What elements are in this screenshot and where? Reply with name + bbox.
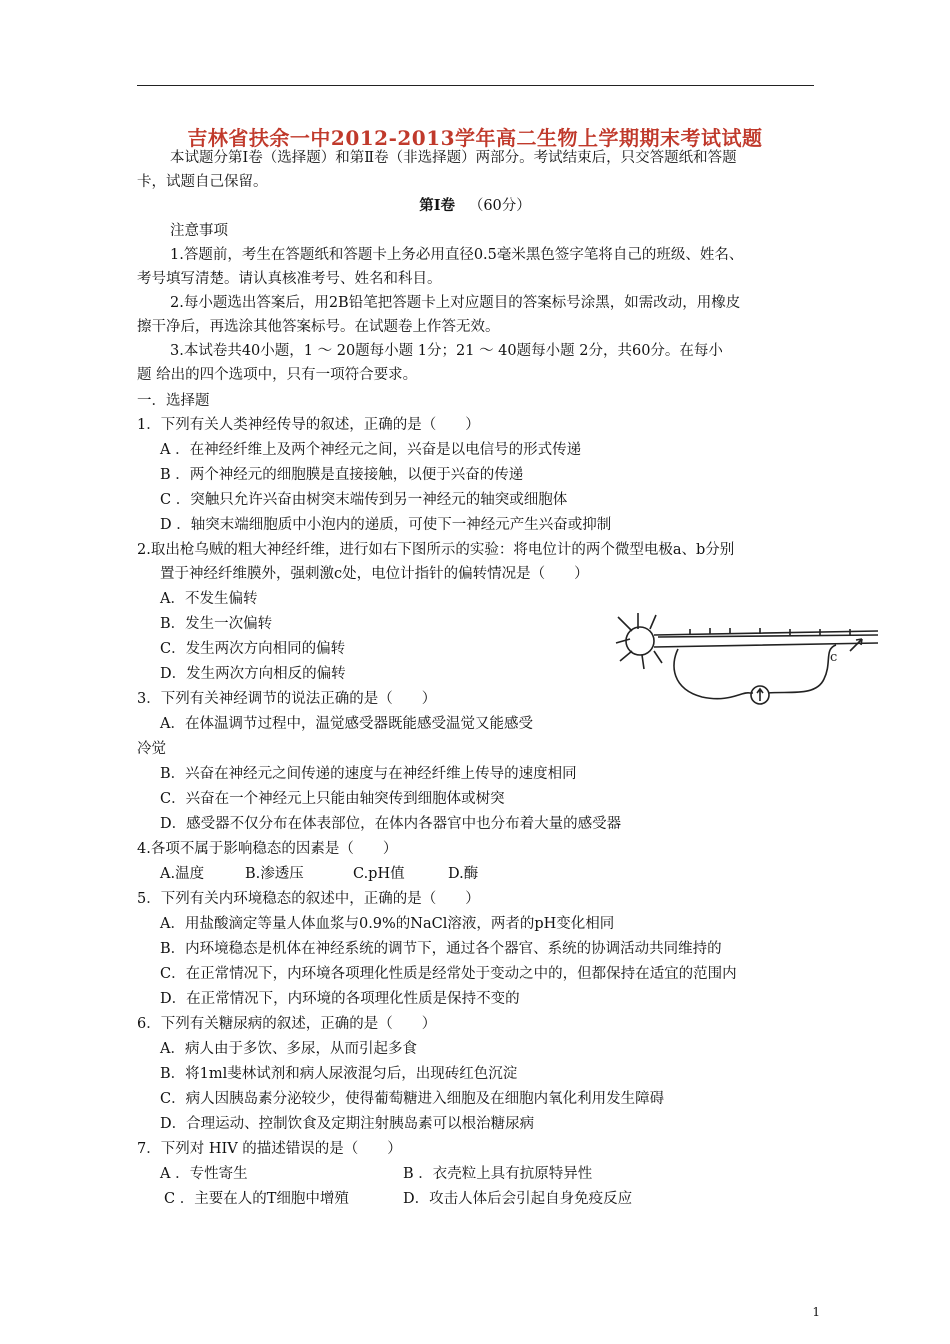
question-option: C．兴奋在一个神经元上只能由轴突传到细胞体或树突: [160, 791, 505, 807]
question-stem: 4.各项不属于影响稳态的因素是（ ）: [137, 841, 398, 857]
question-option: C．在正常情况下，内环境各项理化性质是经常处于变动之中的，但都保持在适宜的范围内: [160, 966, 737, 982]
document-title: 吉林省扶余一中2012-2013学年高二生物上学期期末考试试题: [187, 126, 763, 150]
part-heading: 一．选择题: [137, 393, 210, 409]
question-stem: 5．下列有关内环境稳态的叙述中，正确的是（ ）: [137, 891, 480, 907]
question-option: D.酶: [448, 866, 479, 882]
question-option: B ．衣壳粒上具有抗原特异性: [403, 1166, 593, 1182]
question-option: A ．专性寄生: [160, 1166, 248, 1182]
intro-line: 卡，试题自己保留。: [137, 174, 268, 190]
question-option: B.渗透压: [245, 866, 304, 882]
question-option: C ．突触只允许兴奋由树突末端传到另一神经元的轴突或细胞体: [160, 492, 568, 508]
question-option: D．感受器不仅分布在体表部位，在体内各器官中也分布着大量的感受器: [160, 816, 622, 832]
question-option: B．将1ml斐林试剂和病人尿液混匀后，出现砖红色沉淀: [160, 1066, 518, 1082]
neuron-experiment-figure: [610, 605, 885, 715]
question-option: B．内环境稳态是机体在神经系统的调节下，通过各个器官、系统的协调活动共同维持的: [160, 941, 722, 957]
note-line: 2.每小题选出答案后，用2B铅笔把答题卡上对应题目的答案标号涂黑，如需改动，用橡皮: [170, 295, 741, 311]
question-option: C.pH值: [353, 866, 405, 882]
question-option: A ．在神经纤维上及两个神经元之间，兴奋是以电信号的形式传递: [160, 442, 582, 458]
note-line: 题 给出的四个选项中，只有一项符合要求。: [137, 367, 418, 383]
note-line: 3.本试卷共40小题，1 ～ 20题每小题 1分；21 ～ 40题每小题 2分，共60分。在每小: [170, 343, 723, 359]
note-line: 1.答题前，考生在答题纸和答题卡上务必用直径0.5毫米黑色签字笔将自己的班级、姓名、: [170, 247, 744, 263]
question-option: D．在正常情况下，内环境的各项理化性质是保持不变的: [160, 991, 520, 1007]
question-option: A．病人由于多饮、多尿，从而引起多食: [160, 1041, 417, 1057]
question-stem: 2.取出枪乌贼的粗大神经纤维，进行如右下图所示的实验：将电位计的两个微型电极a、b分别: [137, 542, 735, 558]
note-line: 考号填写清楚。请认真核准考号、姓名和科目。: [137, 271, 442, 287]
question-option: D ．轴突末端细胞质中小泡内的递质，可使下一神经元产生兴奋或抑制: [160, 517, 612, 533]
question-option: A．用盐酸滴定等量人体血浆与0.9%的NaCl溶液，两者的pH变化相同: [160, 916, 615, 932]
question-option: D．发生两次方向相反的偏转: [160, 666, 346, 682]
question-option: B．发生一次偏转: [160, 616, 273, 632]
page-number: 1: [812, 1305, 820, 1319]
question-option: 冷觉: [137, 741, 166, 757]
note-line: 擦干净后，再选涂其他答案标号。在试题卷上作答无效。: [137, 319, 500, 335]
question-option: A.温度: [160, 866, 205, 882]
question-stem: 置于神经纤维膜外，强刺激c处，电位计指针的偏转情况是（ ）: [160, 566, 589, 582]
question-option: A．在体温调节过程中，温觉感受器既能感受温觉又能感受: [160, 716, 533, 732]
question-option: C．发生两次方向相同的偏转: [160, 641, 346, 657]
header-rule: [137, 85, 814, 86]
notes-title: 注意事项: [170, 223, 228, 239]
question-option: C．病人因胰岛素分泌较少，使得葡萄糖进入细胞及在细胞内氧化利用发生障碍: [160, 1091, 665, 1107]
question-option: D．合理运动、控制饮食及定期注射胰岛素可以根治糖尿病: [160, 1116, 535, 1132]
section-heading: [0, 196, 950, 216]
question-stem: 6．下列有关糖尿病的叙述，正确的是（ ）: [137, 1016, 437, 1032]
figure-label-c: c: [830, 650, 838, 665]
question-stem: 3．下列有关神经调节的说法正确的是（ ）: [137, 691, 437, 707]
section-score: （60分）: [468, 198, 531, 214]
question-option: D．攻击人体后会引起自身免疫反应: [403, 1191, 633, 1207]
question-stem: 1．下列有关人类神经传导的叙述，正确的是（ ）: [137, 417, 480, 433]
section-label: 第Ⅰ卷: [419, 197, 455, 214]
question-option: A．不发生偏转: [160, 591, 258, 607]
question-stem: 7．下列对 HIV 的描述错误的是（ ）: [137, 1141, 402, 1157]
question-option: B ．两个神经元的细胞膜是直接接触，以便于兴奋的传递: [160, 467, 524, 483]
question-option: C ．主要在人的T细胞中增殖: [164, 1191, 349, 1207]
question-option: B．兴奋在神经元之间传递的速度与在神经纤维上传导的速度相同: [160, 766, 577, 782]
intro-line: 本试题分第Ⅰ卷（选择题）和第Ⅱ卷（非选择题）两部分。考试结束后，只交答题纸和答题: [170, 150, 737, 166]
